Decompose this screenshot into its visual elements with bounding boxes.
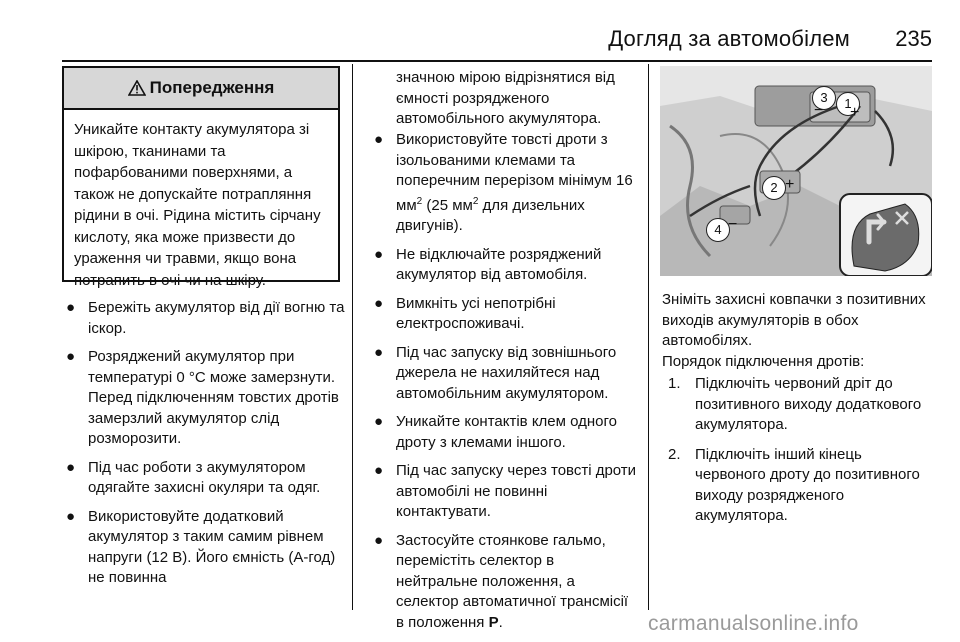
list-item: ● Використовуйте товсті дроти з ізольованими клемами та поперечним перерізом мінімум 16 $мм^2$ (25 $мм^2$ для дизельних двигунів). <box>374 131 633 234</box>
step-text: Підключіть інший кінець червоного дроту до позитивного виходу розрядженого акумулятора. <box>695 445 920 524</box>
list-item-text: (25 мм <box>422 196 473 214</box>
list-item-text: Не відключайте розряджений акумулятор від автомобіля. <box>396 245 602 283</box>
minus-terminal-icon: − <box>814 102 824 119</box>
list-item-text: Застосуйте стоянкове гальмо, перемістіть селектор в нейтральне положення, а селектор автоматичної трансмісії в положення <box>396 531 629 631</box>
superscript: 2 <box>472 195 479 207</box>
list-item-text: Уникайте контактів клем одного дроту з клемами іншого. <box>396 413 617 451</box>
warning-box <box>62 66 340 289</box>
left-bullet-list <box>62 298 348 597</box>
list-item-text: Розряджений акумулятор при температурі 0 °C може замерзнути. Перед підключенням товстих дротів замерзлий акумулятор слід розморозити. <box>88 348 339 447</box>
list-item-text: Бережіть акумулятор від дії вогню та іскор. <box>88 299 345 337</box>
watermark: carmanualsonline.info <box>648 612 859 635</box>
callout-3: 3 <box>812 86 836 110</box>
list-item-text: Вимкніть усі непотрібні електроспоживачі. <box>396 294 556 332</box>
list-item: ● Під час запуску через товсті дроти автомобілі не повинні контактувати. <box>374 462 637 520</box>
minus-terminal-icon: − <box>728 216 738 233</box>
list-item: ● Вимкніть усі непотрібні електроспоживачі. <box>374 294 556 332</box>
list-item-text: Під час запуску через товсті дроти автомобілі не повинні контактувати. <box>396 462 637 520</box>
list-item: ● Застосуйте стоянкове гальмо, перемістіть селектор в нейтральне положення, а селектор автоматичної трансмісії в положення P. <box>374 531 629 631</box>
list-item: ● Уникайте контактів клем одного дроту з клемами іншого. <box>374 413 617 451</box>
list-item <box>668 374 934 436</box>
list-item <box>668 445 934 527</box>
list-item-text: Під час запуску від зовнішнього джерела не нахиляйтеся над автомобільним акумулятором. <box>396 343 617 402</box>
list-item: ● Бережіть акумулятор від дії вогню та іскор. <box>66 299 345 337</box>
list-item: ● Під час роботи з акумулятором одягайте захисні окуляри та одяг. <box>66 458 321 496</box>
page-header-title: Догляд за автомобілем <box>608 26 850 51</box>
engine-bay-illustration <box>660 66 932 276</box>
plus-terminal-icon: + <box>785 176 795 193</box>
engine-bay-battery-photo <box>660 66 932 276</box>
header-rule <box>62 60 932 62</box>
callout-4: 4 <box>706 218 730 242</box>
gear-position-label: P <box>488 613 499 631</box>
list-item-text: . <box>498 613 503 631</box>
warning-title: Попередження <box>149 78 275 97</box>
column-divider <box>352 64 353 610</box>
plus-terminal-icon: + <box>850 104 860 121</box>
list-item-text: для дизельних двигунів). <box>396 196 585 234</box>
connection-steps <box>668 374 934 536</box>
middle-bullet-list <box>370 130 638 641</box>
warning-text: Уникайте контакту акумулятора зі шкірою, тканинами та пофарбованими поверхнями, а також не допускайте потрапляння рідини в очі. Рідина містить сірчану кислоту, яка може призвести до ураження чи травми, якщо вона потрапить в очі чи на шкіру. <box>74 121 321 289</box>
list-item-text: Використовуйте товсті дроти з ізольованими клемами та поперечним перерізом мінімум 16 мм <box>396 131 633 214</box>
step-number: 1. <box>668 375 681 392</box>
callout-1: 1 <box>836 92 860 116</box>
list-item-text: Використовуйте додатковий акумулятор з таким самим рівнем напруги (12 В). Його ємність (А-год) не повинна <box>88 507 336 586</box>
caption-text: Зніміть захисні ковпачки з позитивних виходів акумуляторів в обох автомобілях. <box>662 291 926 349</box>
step-text: Підключіть червоний дріт до позитивного виходу додаткового акумулятора. <box>695 375 922 433</box>
order-title: Порядок підключення дротів: <box>662 353 865 370</box>
warning-triangle-icon <box>128 80 146 96</box>
column-divider <box>648 64 649 610</box>
continuation-text: значною мірою відрізнятися від ємності розрядженого автомобільного акумулятора. <box>396 69 615 127</box>
list-item: ● Не відключайте розряджений акумулятор від автомобіля. <box>374 245 602 283</box>
callout-2: 2 <box>762 176 786 200</box>
list-item: ● Під час запуску від зовнішнього джерела не нахиляйтеся над автомобільним акумулятором. <box>374 343 617 402</box>
superscript: 2 <box>416 195 423 207</box>
list-item: ● Використовуйте додатковий акумулятор з таким самим рівнем напруги (12 В). Його ємність (А-год) не повинна <box>66 507 336 586</box>
warning-header <box>64 68 338 110</box>
step-number: 2. <box>668 445 681 463</box>
page-number: 235 <box>895 26 932 51</box>
list-item-text: Під час роботи з акумулятором одягайте захисні окуляри та одяг. <box>88 458 321 496</box>
list-item: ● Розряджений акумулятор при температурі 0 °C може замерзнути. Перед підключенням товстих дротів замерзлий акумулятор слід розморозити. <box>66 348 339 447</box>
